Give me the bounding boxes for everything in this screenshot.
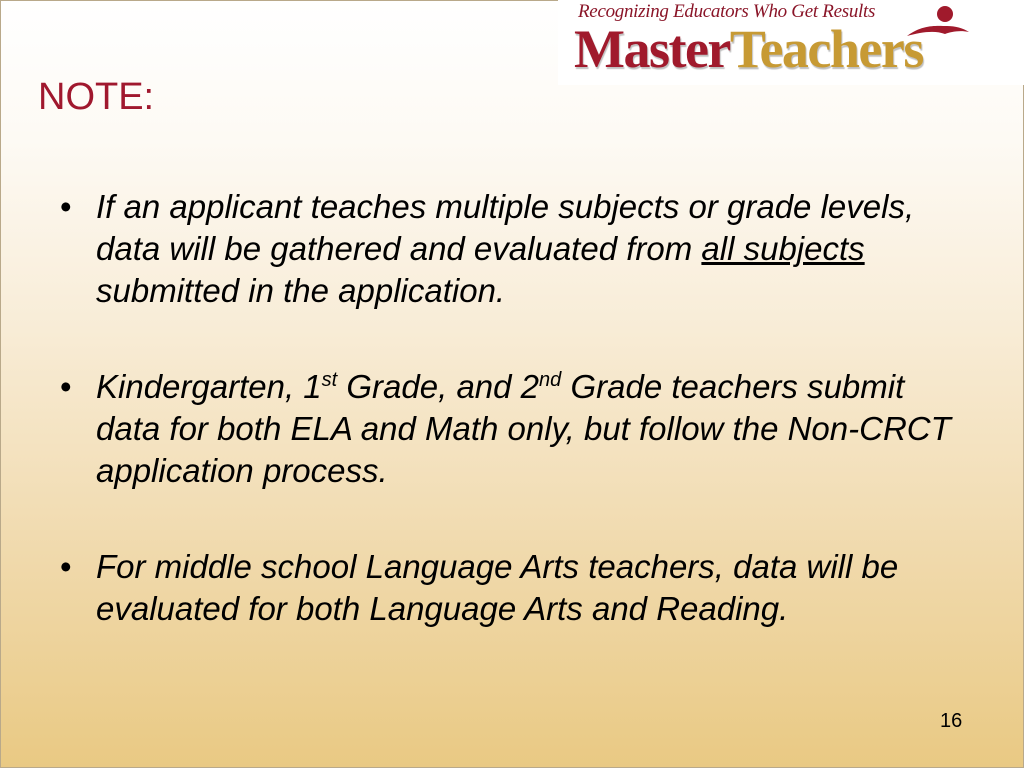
logo-wordmark bbox=[574, 19, 923, 79]
bullet-item bbox=[60, 366, 960, 492]
reaching-figure-icon bbox=[901, 2, 971, 40]
ordinal-suffix: nd bbox=[539, 369, 562, 391]
bullet-item bbox=[60, 186, 960, 312]
logo-wordmark-master: Master bbox=[574, 19, 730, 79]
bullet-emphasis: all subjects bbox=[701, 230, 865, 267]
bullet-text: For middle school Language Arts teachers, data will be evaluated for both Language Arts and Reading. bbox=[96, 548, 899, 627]
bullet-text: Kindergarten, 1 bbox=[96, 368, 322, 405]
bullet-text: Grade teachers submit data for both ELA and Math only, but follow the Non-CRCT application process. bbox=[96, 368, 951, 489]
ordinal-suffix: st bbox=[321, 369, 338, 391]
bullet-item bbox=[60, 546, 960, 630]
bullet-text: Grade, and 2 bbox=[337, 368, 540, 405]
logo-wordmark-teachers: Teachers bbox=[729, 19, 923, 79]
bullet-list bbox=[60, 186, 960, 684]
bullet-text: submitted in the application. bbox=[96, 272, 506, 309]
page-number: 16 bbox=[940, 710, 963, 732]
logo-tagline: Recognizing Educators Who Get Results bbox=[578, 1, 876, 22]
master-teachers-logo bbox=[558, 0, 1024, 85]
slide-title: NOTE: bbox=[38, 76, 155, 118]
bullet-text: If an applicant teaches multiple subjects or grade levels, data will be gathered and evaluated from bbox=[96, 188, 915, 267]
